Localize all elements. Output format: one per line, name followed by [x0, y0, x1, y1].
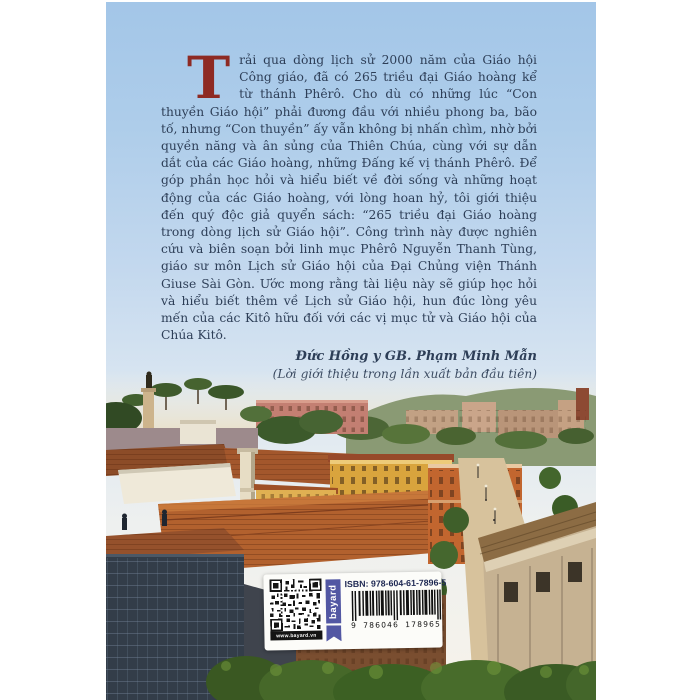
publisher-barcode-label: [263, 571, 447, 650]
isbn-text: ISBN: 978-604-61-7896-5: [344, 577, 447, 590]
book-back-cover: [106, 2, 596, 700]
intro-paragraph: Trải qua dòng lịch sử 2000 năm của Giáo hội Công giáo, đã có 265 triều đại Giáo hoàng kể từ thánh Phêrô. Cho dù có những lúc “Con thuyền Giáo hội” phải đương đầu với nhiều phong ba, bão tố, nhưng “Con thuyền” ấy vẫn không bị nhấn chìm, nhờ bởi quyền năng và ân sủng của Thiên Chúa, cùng với sự dẫn dắt của các Giáo hoàng, những Đấng kế vị thánh Phêrô. Để góp phần học hỏi và hiểu biết về đời sống và những hoạt động của các Giáo hoàng, với lòng hoan hỷ, tôi giới thiệu đến quý độc giả quyển sách: “265 triều đại Giáo hoàng trong dòng lịch sử Giáo hội”. Công trình này được nghiên cứu và biên soạn bởi linh mục Phêrô Nguyễn Thanh Tùng, giáo sư môn Lịch sử Giáo hội của Đại Chủng viện Thánh Giuse Sài Gòn. Ước mong rằng tài liệu này sẽ giúp học hỏi và hiểu biết thêm về Lịch sử Giáo hội, hun đúc lòng yêu mến của các Kitô hữu đối với các vị mục tử và Giáo hội của Chúa Kitô.: [161, 44, 537, 343]
barcode-digit-left: 9: [351, 620, 358, 631]
back-cover-blurb: [161, 44, 537, 381]
qr-code: [269, 579, 322, 632]
qr-block: [269, 579, 322, 641]
ean-barcode: [350, 589, 443, 621]
signature-line: Đức Hồng y GB. Phạm Minh Mẫn: [295, 349, 537, 365]
publisher-name: bayard: [327, 583, 340, 619]
barcode-digits: [351, 619, 441, 630]
barcode-digit-group: 178965: [405, 619, 442, 630]
barcode-digit-group: 786046: [363, 620, 400, 630]
website-url: www.bayard.vn: [270, 631, 322, 641]
publisher-logo: [325, 579, 341, 641]
isbn-block: [344, 577, 447, 630]
rome-cityscape-photo: [106, 370, 596, 700]
publisher-logo-strip: [325, 579, 341, 623]
publisher-bookmark-icon: [326, 625, 341, 641]
